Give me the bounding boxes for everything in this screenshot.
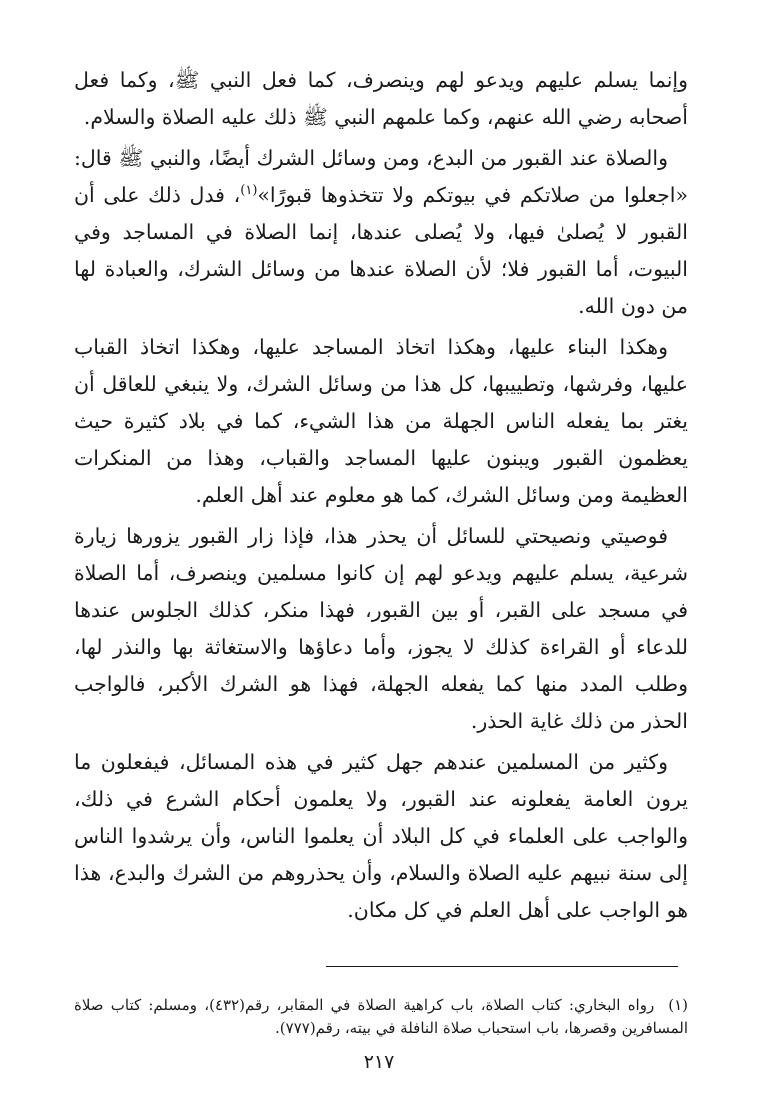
footnote [74, 994, 688, 1040]
main-text [74, 62, 688, 929]
paragraph-text: والصلاة عند القبور من البدع، ومن وسائل الشرك أيضًا، والنبي ﷺ قال: «اجعلوا من صلاتكم في بيوتكم ولا تتخذوها قبورًا» [74, 146, 688, 207]
footnote-reference: (١) [240, 183, 258, 199]
paragraph: فوصيتي ونصيحتي للسائل أن يحذر هذا، فإذا زار القبور يزورها زيارة شرعية، يسلم عليهم ويدعو لهم إن كانوا مسلمين وينصرف، أما الصلاة في مسجد على القبر، أو بين القبور، فهذا منكر، كذلك الجلوس عندها للدعاء أو القراءة كذلك لا يجوز، وأما دعاؤها والاستغاثة بها والنذر لها، وطلب المدد منها كما يفعله الجهلة، فهذا هو الشرك الأكبر، فالواجب الحذر من ذلك غاية الحذر. [74, 524, 688, 733]
paragraph: وإنما يسلم عليهم ويدعو لهم وينصرف، كما فعل النبي ﷺ، وكما فعل أصحابه رضي الله عنهم، وكما علمهم النبي ﷺ ذلك عليه الصلاة والسلام. [74, 68, 688, 129]
footnote-text: رواه البخاري: كتاب الصلاة، باب كراهية الصلاة في المقابر، رقم(٤٣٢)، ومسلم: كتاب صلاة المسافرين وقصرها، باب استحباب صلاة النافلة في بيته، رقم(٧٧٧). [74, 996, 688, 1037]
footnote-number: (١) [668, 996, 688, 1014]
page-number: ٢١٧ [363, 1051, 395, 1073]
paragraph-text: ، فدل ذلك على أن القبور لا يُصلىٰ فيها، ولا يُصلى عندها، إنما الصلاة في المساجد وفي البيوت، أما القبور فلا؛ لأن الصلاة عندها من وسائل الشرك، والعبادة لها من دون الله. [74, 183, 688, 318]
paragraph: وكثير من المسلمين عندهم جهل كثير في هذه المسائل، فيفعلون ما يرون العامة يفعلونه عند القبور، ولا يعلمون أحكام الشرع في ذلك، والواجب على العلماء في كل البلاد أن يعلموا الناس، وأن يرشدوا الناس إلى سنة نبيهم عليه الصلاة والسلام، وأن يحذروهم من الشرك والبدع، هذا هو الواجب على أهل العلم في كل مكان. [74, 750, 688, 922]
footnote-separator [326, 966, 678, 967]
paragraph [74, 140, 688, 325]
paragraph: وهكذا البناء عليها، وهكذا اتخاذ المساجد عليها، وهكذا اتخاذ القباب عليها، وفرشها، وتطييبها، كل هذا من وسائل الشرك، ولا ينبغي للعاقل أن يغتر بما يفعله الناس الجهلة من هذا الشيء، كما في بلاد كثيرة حيث يعظمون القبور ويبنون عليها المساجد والقباب، وهذا من المنكرات العظيمة ومن وسائل الشرك، كما هو معلوم عند أهل العلم. [74, 335, 688, 507]
